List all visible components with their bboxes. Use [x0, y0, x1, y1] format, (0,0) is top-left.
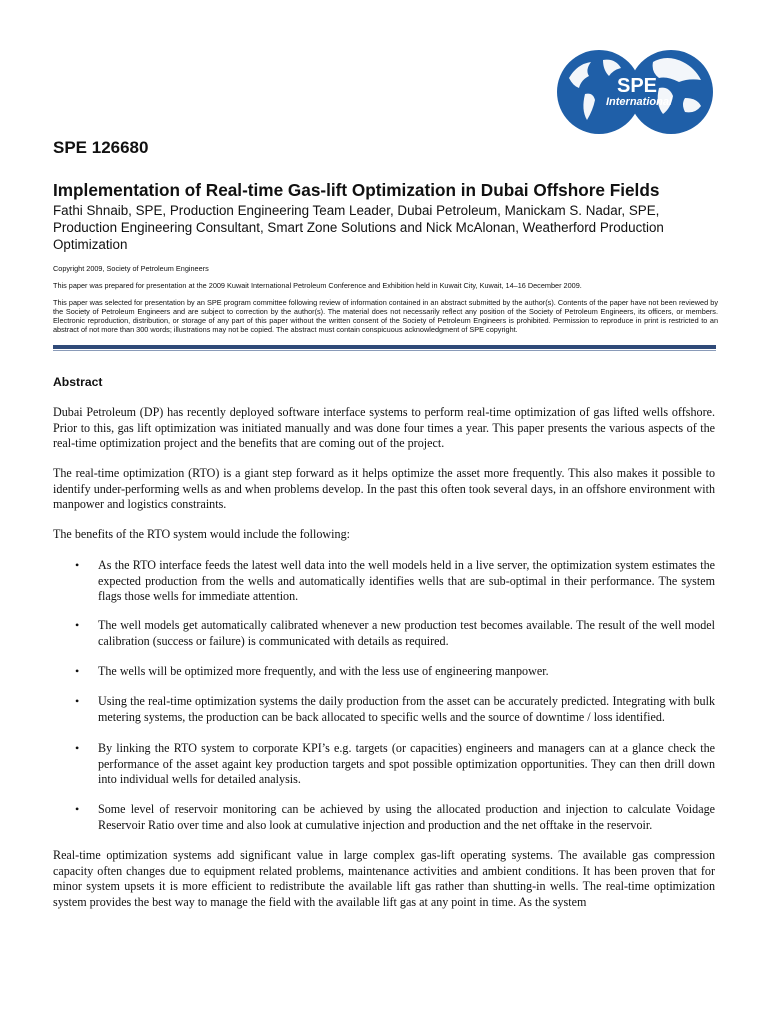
bullet-icon: •: [75, 741, 80, 755]
paper-title: Implementation of Real-time Gas-lift Optimization in Dubai Offshore Fields: [53, 180, 660, 200]
body-paragraph: Real-time optimization systems add significant value in large complex gas-lift operating systems. The available gas compression capacity often changes due to equipment related problems, maintenance activities and ambient conditions. It has been proven that for minor system upsets it is more efficient to redistribute the available lift gas rather than shutting-in wells. The real-time optimization system provides the best way to manage the field with the available lift gas at any point in time. As the system: [53, 848, 715, 909]
bullet-icon: •: [75, 664, 80, 678]
paper-number: SPE 126680: [53, 138, 149, 157]
list-item-text: Using the real-time optimization systems the daily production from the asset can be accurately predicted. Integrating with bulk metering systems, the production can be back allocated to specific wells and the source of downtime / loss identified.: [98, 694, 715, 724]
selection-note: This paper was selected for presentation by an SPE program committee following review of information contained in an abstract submitted by the author(s). Contents of the paper have not been reviewed by the Society of Petroleum Engineers and are subject to correction by the author(s). The material does not necessarily reflect any position of the Society of Petroleum Engineers, its officers, or members. Electronic reproduction, distribution, or storage of any part of this paper without the written consent of the Society of Petroleum Engineers is prohibited. Permission to reproduce in print is restricted to an abstract of not more than 300 words; illustrations may not be copied. The abstract must contain conspicuous acknowledgment of SPE copyright.: [53, 298, 718, 334]
abstract-paragraph: The real-time optimization (RTO) is a giant step forward as it helps optimize the asset more frequently. This also makes it possible to identify under-performing wells as and when problems develop. In the past this often took several days, in an offshore environment with manpower and logistics constraints.: [53, 466, 715, 511]
bullet-icon: •: [75, 694, 80, 708]
logo-spe-text: SPE: [616, 75, 658, 97]
list-item-text: By linking the RTO system to corporate KPI’s e.g. targets (or capacities) engineers and managers can at a glance check the performance of the asset againt key production targets and spot possible optimization opportunities. They can then drill down into individual wells for detailed analysis.: [98, 741, 715, 786]
header-rule-thin: [53, 350, 716, 351]
header-rule: [53, 345, 716, 349]
author-list: Fathi Shnaib, SPE, Production Engineering Team Leader, Dubai Petroleum, Manickam S. Nadar, SPE, Production Engineering Consultant, Smart Zone Solutions and Nick McAlonan, Weatherford Production Optimization: [53, 203, 664, 252]
list-item-text: The wells will be optimized more frequently, and with the less use of engineering manpower.: [98, 664, 549, 678]
presentation-note: This paper was prepared for presentation at the 2009 Kuwait International Petroleum Conference and Exhibition held in Kuwait City, Kuwait, 14–16 December 2009.: [53, 281, 582, 290]
copyright-note: Copyright 2009, Society of Petroleum Engineers: [53, 264, 209, 273]
list-item-text: The well models get automatically calibrated whenever a new production test becomes available. The result of the well model calibration (success or failure) is communicated with details as required.: [98, 618, 715, 648]
spe-international-logo: [555, 48, 715, 136]
abstract-paragraph: Dubai Petroleum (DP) has recently deployed software interface systems to perform real-time optimization of gas lifted wells offshore. Prior to this, gas lift optimization was initiated manually and was done four times a year. This paper presents the various aspects of the real-time optimization project and the benefits that are coming out of the project.: [53, 405, 715, 450]
list-item-text: Some level of reservoir monitoring can be achieved by using the allocated production and injection to calculate Voidage Reservoir Ratio over time and also look at cumulative injection and production and the net offtake in the reservoir.: [98, 802, 715, 832]
bullet-icon: •: [75, 802, 80, 816]
abstract-heading: Abstract: [53, 375, 103, 389]
bullet-icon: •: [75, 558, 80, 572]
bullet-icon: •: [75, 618, 80, 632]
abstract-paragraph: The benefits of the RTO system would include the following:: [53, 527, 350, 541]
logo-international-text: International: [605, 96, 673, 108]
list-item-text: As the RTO interface feeds the latest well data into the well models held in a live server, the optimization system estimates the expected production from the wells and automatically identifies wells that are sub-optimal in their performance. The system flags those wells for immediate attention.: [98, 558, 715, 603]
